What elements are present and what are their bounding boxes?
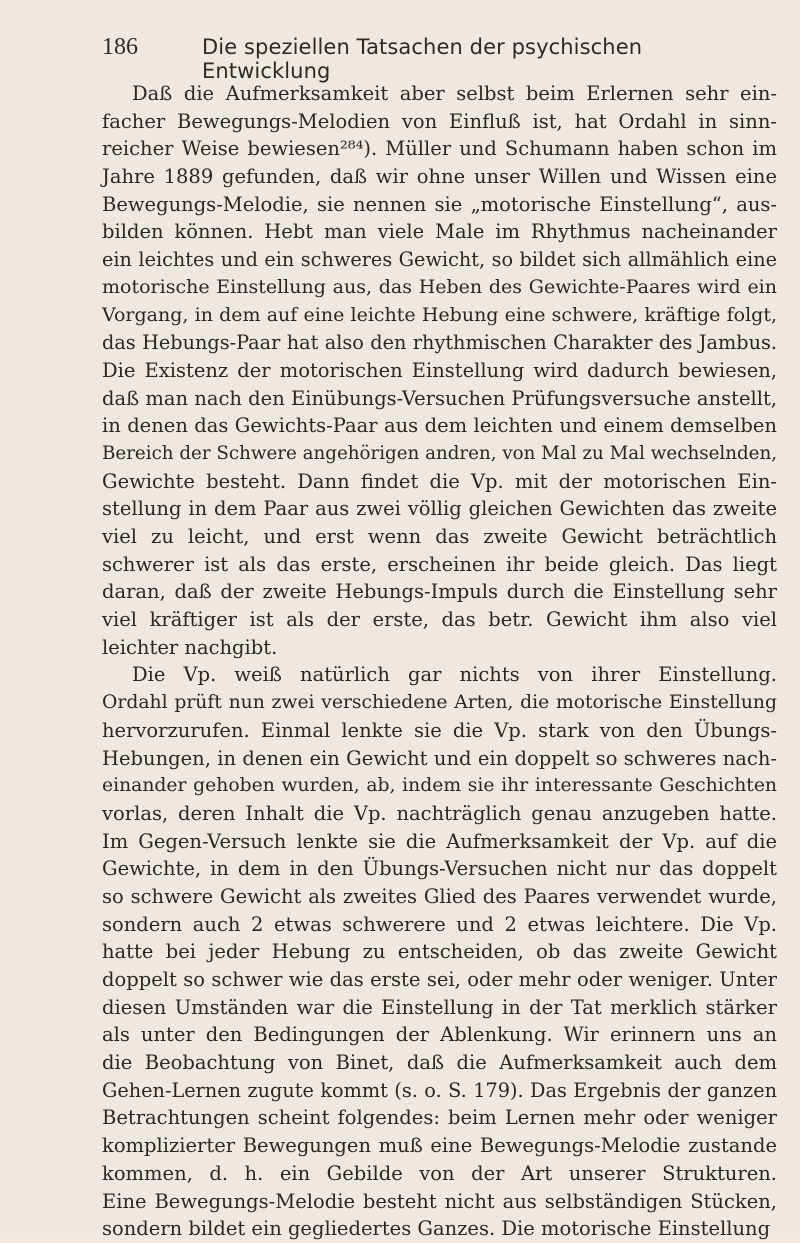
text-line: schwerer ist als das erste, erscheinen ihr beide gleich. Das liegt	[102, 552, 777, 576]
text-line: kommen, d. h. ein Gebilde von der Art unserer Strukturen.	[102, 1161, 777, 1185]
text-line: Eine Bewegungs-Melodie besteht nicht aus selbständigen Stücken,	[102, 1189, 777, 1213]
text-line: doppelt so schwer wie das erste sei, oder mehr oder weniger. Unter	[102, 968, 777, 991]
text-line: komplizierter Bewegungen muß eine Bewegungs-Melodie zustande	[102, 1134, 777, 1158]
running-title: Die speziellen Tatsachen der psychischen Entwicklung	[202, 35, 643, 83]
paragraph	[102, 80, 777, 661]
text-line: die Beobachtung von Binet, daß die Aufmerksamkeit auch dem	[102, 1051, 777, 1075]
text-line: Im Gegen-Versuch lenkte sie die Aufmerksamkeit der Vp. auf die	[102, 829, 777, 853]
text-line: sondern auch 2 etwas schwerere und 2 etwas leichtere. Die Vp.	[102, 912, 777, 936]
text-line: Hebungen, in denen ein Gewicht und ein doppelt so schweres nach-	[102, 746, 777, 770]
text-line: daran, daß der zweite Hebungs-Impuls durch die Einstellung sehr	[102, 580, 777, 604]
text-line: sondern bildet ein gegliedertes Ganzes. Die motorische Einstellung	[102, 1217, 771, 1241]
text-line: Betrachtungen scheint folgendes: beim Lernen mehr oder weniger	[102, 1106, 777, 1130]
text-line: hervorzurufen. Einmal lenkte sie die Vp. stark von den Übungs-	[102, 718, 777, 742]
text-line: reicher Weise bewiesen²⁸⁴). Müller und Schumann haben schon im	[102, 137, 777, 161]
body-text	[102, 80, 777, 1243]
page-number: 186	[102, 34, 138, 60]
text-line: stellung in dem Paar aus zwei völlig gleichen Gewichten das zweite	[102, 497, 777, 521]
text-line: in denen das Gewichts-Paar aus dem leichten und einem demselben	[102, 414, 777, 438]
text-line: Vorgang, in dem auf eine leichte Hebung eine schwere, kräftige folgt,	[102, 303, 777, 326]
text-line: facher Bewegungs-Melodien von Einfluß ist, hat Ordahl in sinn-	[102, 109, 777, 133]
text-line: vorlas, deren Inhalt die Vp. nachträglich genau anzugeben hatte.	[102, 801, 777, 825]
text-line: als unter den Bedingungen der Ablenkung. Wir erinnern uns an	[102, 1023, 777, 1047]
text-line: diesen Umständen war die Einstellung in der Tat merklich stärker	[102, 995, 777, 1019]
text-line: Bewegungs-Melodie, sie nennen sie „motorische Einstellung“, aus-	[102, 192, 777, 216]
text-line: Gewichte besteht. Dann findet die Vp. mit der motorischen Ein-	[102, 469, 777, 493]
text-line: Ordahl prüft nun zwei verschiedene Arten, die motorische Einstellung	[102, 692, 777, 714]
text-line: einander gehoben wurden, ab, indem sie ihr interessante Geschichten	[102, 775, 777, 797]
text-line: Gehen-Lernen zugute kommt (s. o. S. 179). Das Ergebnis der ganzen	[102, 1078, 777, 1102]
text-line: so schwere Gewicht als zweites Glied des Paares verwendet wurde,	[102, 884, 777, 908]
text-line: Gewichte, in dem in den Übungs-Versuchen nicht nur das doppelt	[102, 857, 777, 881]
text-line: motorische Einstellung aus, das Heben des Gewichte-Paares wird ein	[102, 275, 777, 298]
text-line: Die Vp. weiß natürlich gar nichts von ihrer Einstellung.	[132, 663, 777, 687]
text-line: viel kräftiger ist als der erste, das betr. Gewicht ihm also viel	[102, 608, 777, 632]
text-line: viel zu leicht, und erst wenn das zweite Gewicht beträchtlich	[102, 525, 777, 548]
text-line: das Hebungs-Paar hat also den rhythmischen Charakter des Jambus.	[102, 331, 777, 355]
text-line: Daß die Aufmerksamkeit aber selbst beim Erlernen sehr ein-	[132, 82, 777, 105]
text-line: Bereich der Schwere angehörigen andren, von Mal zu Mal wechselnden,	[102, 442, 777, 464]
text-line: ein leichtes und ein schweres Gewicht, so bildet sich allmählich eine	[102, 248, 777, 272]
text-line: Jahre 1889 gefunden, daß wir ohne unser Willen und Wissen eine	[102, 165, 777, 189]
text-line: daß man nach den Einübungs-Versuchen Prüfungsversuche anstellt,	[102, 386, 777, 410]
text-line: bilden können. Hebt man viele Male im Rhythmus nacheinander	[102, 220, 777, 244]
text-line: Die Existenz der motorischen Einstellung wird dadurch bewiesen,	[102, 358, 777, 382]
text-line: hatte bei jeder Hebung zu entscheiden, ob das zweite Gewicht	[102, 940, 777, 964]
text-line: leichter nachgibt.	[102, 635, 278, 659]
paragraph	[102, 661, 777, 1242]
